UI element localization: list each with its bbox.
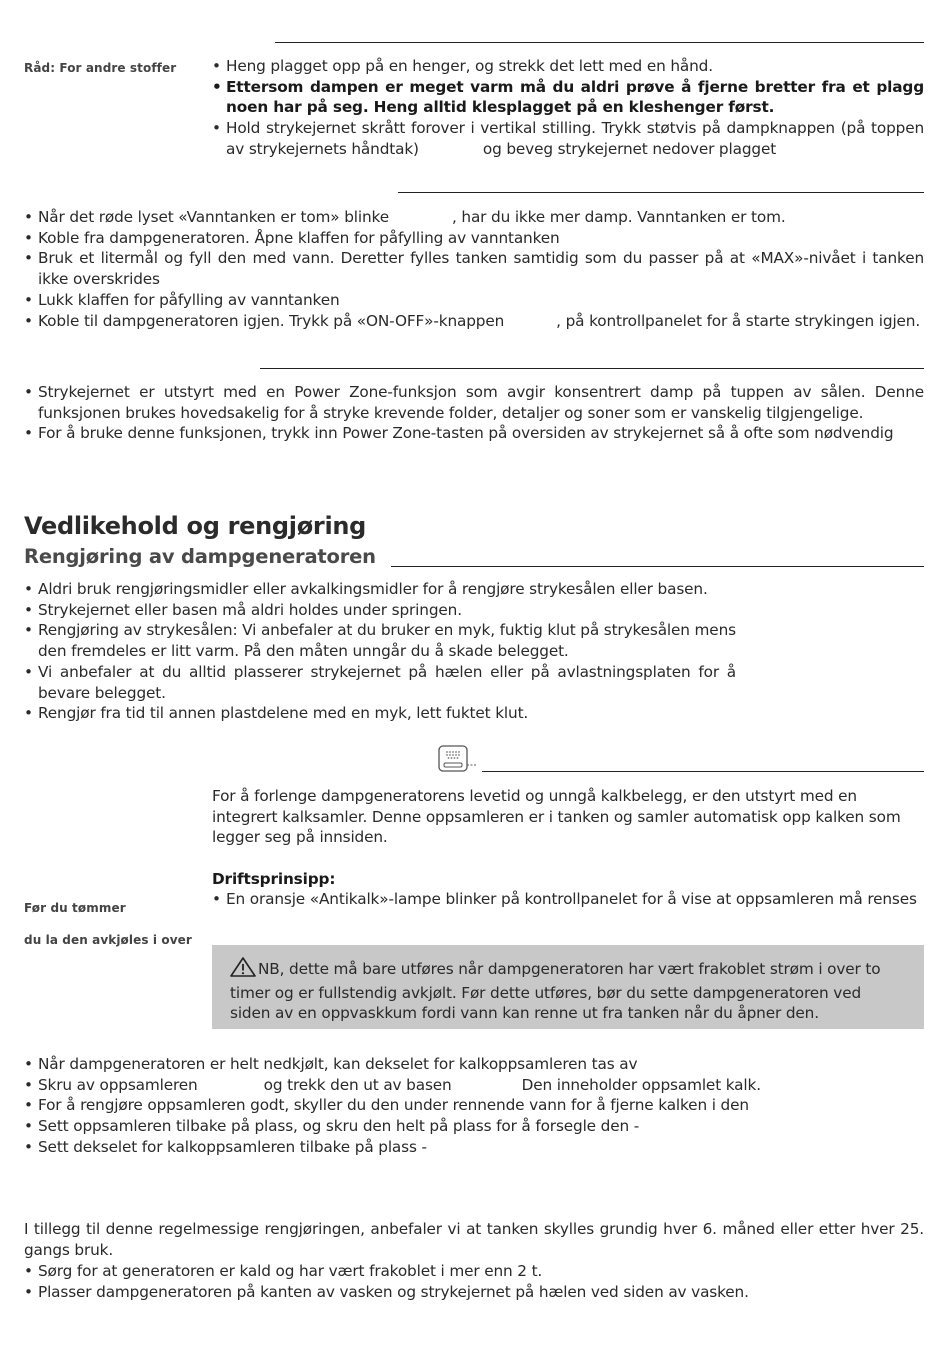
section-2-bullets bbox=[24, 207, 924, 331]
collector-bullets bbox=[24, 1054, 924, 1158]
warning-icon bbox=[230, 957, 256, 983]
list-item: • Når dampgeneratoren er helt nedkjølt, kan dekselet for kalkoppsamleren tas av bbox=[24, 1054, 924, 1075]
cleaning-bullets bbox=[24, 579, 736, 724]
list-item: • Sørg for at generatoren er kald og har vært frakoblet i mer enn 2 t. bbox=[24, 1261, 924, 1282]
rinse-bullets bbox=[24, 1261, 924, 1302]
anticalc-icon bbox=[438, 745, 478, 773]
list-item: • Plasser dampgeneratoren på kanten av vasken og strykejernet på hælen ved siden av vasken. bbox=[24, 1282, 924, 1303]
list-item: • For å rengjøre oppsamleren godt, skyller du den under rennende vann for å fjerne kalken i den bbox=[24, 1095, 924, 1116]
list-item: • Koble fra dampgeneratoren. Åpne klaffen for påfylling av vanntanken bbox=[24, 228, 924, 249]
principle-heading: Driftsprinsipp: bbox=[212, 870, 336, 888]
list-item: • Strykejernet eller basen må aldri holdes under springen. bbox=[24, 600, 736, 621]
list-item: • Vi anbefaler at du alltid plasserer strykejernet på hælen eller på avlastningsplaten for å bevare belegget. bbox=[24, 662, 736, 703]
principle-bullets bbox=[212, 889, 924, 910]
list-item: • Koble til dampgeneratoren igjen. Trykk på «ON-OFF»-knappen , på kontrollpanelet for å starte strykingen igjen. bbox=[24, 311, 924, 332]
list-item: • Aldri bruk rengjøringsmidler eller avkalkingsmidler for å rengjøre strykesålen eller basen. bbox=[24, 579, 736, 600]
list-item: • En oransje «Antikalk»-lampe blinker på kontrollpanelet for å vise at oppsamleren må renses bbox=[212, 889, 924, 910]
list-item: • Strykejernet er utstyrt med en Power Zone-funksjon som avgir konsentrert damp på tuppen av sålen. Denne funksjonen brukes hovedsakelig for å stryke krevende folder, detaljer og soner som er vanskelig tilgjengelige. bbox=[24, 382, 924, 423]
section-2-heading-rule bbox=[398, 192, 924, 193]
side-label-cool-down: du la den avkjøles i over bbox=[24, 933, 192, 947]
cleaning-heading-rule bbox=[391, 566, 924, 567]
list-item: • Lukk klaffen for påfylling av vanntanken bbox=[24, 290, 924, 311]
list-item: • Bruk et litermål og fyll den med vann. Deretter fylles tanken samtidig som du passer på at «MAX»-nivået i tanken ikke overskrides bbox=[24, 248, 924, 289]
section-1-heading-rule bbox=[275, 42, 924, 43]
anticalc-heading-rule bbox=[482, 771, 924, 772]
list-item-warning: • Ettersom dampen er meget varm må du aldri prøve å fjerne bretter fra et plagg noen har på seg. Heng alltid klesplagget på en kleshenger først. bbox=[212, 77, 924, 118]
list-item: • Sett dekselet for kalkoppsamleren tilbake på plass - bbox=[24, 1137, 924, 1158]
list-item: • Heng plagget opp på en henger, og strekk det lett med en hånd. bbox=[212, 56, 924, 77]
rinse-intro: I tillegg til denne regelmessige rengjøringen, anbefaler vi at tanken skylles grundig hver 6. måned eller etter hver 25. gangs bruk. bbox=[24, 1220, 924, 1259]
list-item: • Sett oppsamleren tilbake på plass, og skru den helt på plass for å forsegle den - bbox=[24, 1116, 924, 1137]
list-item: • Når det røde lyset «Vanntanken er tom» blinke , har du ikke mer damp. Vanntanken er tom. bbox=[24, 207, 924, 228]
section-3-heading-rule bbox=[260, 368, 924, 369]
side-label-before-emptying: Før du tømmer bbox=[24, 901, 126, 915]
list-item: • Rengjør fra tid til annen plastdelene med en myk, lett fuktet klut. bbox=[24, 703, 736, 724]
warning-note: NB, dette må bare utføres når dampgeneratoren har vært frakoblet strøm i over to timer og er fullstendig avkjølt. Før dette utføres, bør du sette dampgeneratoren ved siden av en oppvaskkum fordi vann kan renne ut fra tanken når du åpner den. bbox=[212, 945, 924, 1029]
side-label-other-fabrics: Råd: For andre stoffer bbox=[24, 61, 177, 75]
list-item: • For å bruke denne funksjonen, trykk inn Power Zone-tasten på oversiden av strykejernet så å ofte som nødvendig bbox=[24, 423, 924, 444]
list-item: • Rengjøring av strykesålen: Vi anbefaler at du bruker en myk, fuktig klut på strykesålen mens den fremdeles er litt varm. På den måten unngår du å skade belegget. bbox=[24, 620, 736, 661]
list-item: • Skru av oppsamleren og trekk den ut av basen Den inneholder oppsamlet kalk. bbox=[24, 1075, 924, 1096]
page-title: Vedlikehold og rengjøring bbox=[24, 512, 367, 540]
section-1-bullets bbox=[212, 56, 924, 160]
section-3-bullets bbox=[24, 382, 924, 444]
anticalc-intro: For å forlenge dampgeneratorens levetid og unngå kalkbelegg, er den utstyrt med en integrert kalksamler. Denne oppsamleren er i tanken og samler automatisk opp kalken som legger seg på innsiden. bbox=[212, 787, 901, 847]
section-title-cleaning: Rengjøring av dampgeneratoren bbox=[24, 545, 376, 568]
list-item: • Hold strykejernet skrått forover i vertikal stilling. Trykk støtvis på dampknappen (på toppen av strykejernets håndtak) og beveg strykejernet nedover plagget bbox=[212, 118, 924, 159]
